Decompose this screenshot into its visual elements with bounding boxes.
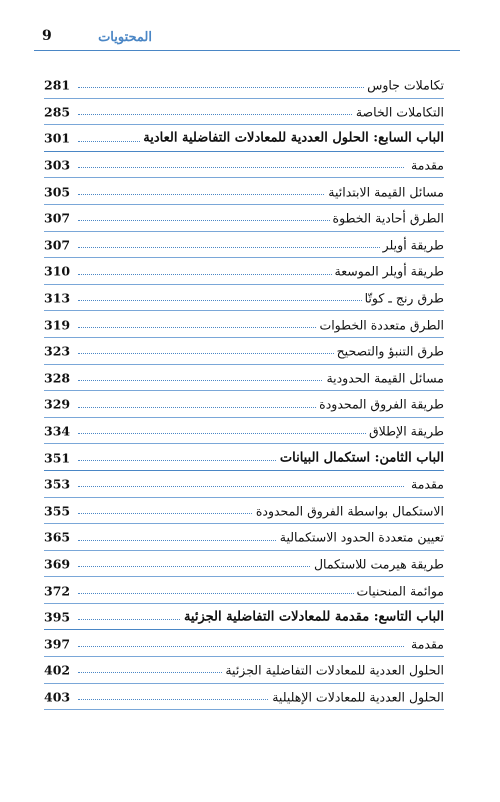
toc-entry-title: الحلول العددية للمعادلات التفاضلية الجزئية [222, 663, 444, 678]
toc-chapter-title: الباب الثامن: استكمال البيانات [277, 450, 444, 465]
page-number: 9 [42, 28, 52, 44]
toc-entry-row [44, 232, 444, 259]
dot-leader [78, 300, 404, 301]
toc-page-number: 365 [44, 530, 74, 545]
toc-entry-title: طرق التنبؤ والتصحيح [334, 344, 444, 359]
toc-entry-row [44, 684, 444, 711]
toc-entry-title: مقدمة [408, 158, 444, 173]
toc-entry-title: الطرق متعددة الخطوات [316, 317, 444, 332]
toc-page-number: 313 [44, 291, 74, 306]
toc-page-number: 281 [44, 78, 74, 93]
toc-page-number: 305 [44, 184, 74, 199]
toc-entry-row [44, 657, 444, 684]
toc-page-number: 310 [44, 264, 74, 279]
toc-entry-title: طرق رنج ـ كوتّا [362, 291, 444, 306]
toc-entry-row [44, 471, 444, 498]
toc-page-number: 369 [44, 556, 74, 571]
toc-entry-row [44, 498, 444, 525]
toc-page-number: 397 [44, 636, 74, 651]
toc-page-number: 323 [44, 344, 74, 359]
toc-entry-row [44, 285, 444, 312]
toc-entry-row [44, 391, 444, 418]
toc-page-number: 307 [44, 237, 74, 252]
toc-page-number: 355 [44, 503, 74, 518]
toc-entry-title: طريقة هيرمت للاستكمال [311, 556, 444, 571]
toc-chapter-title: الباب السابع: الحلول العددية للمعادلات التفاضلية العادية [140, 131, 444, 146]
toc-entry-row [44, 524, 444, 551]
toc-entry-row [44, 99, 444, 126]
toc-entry-row [44, 152, 444, 179]
toc-page-number: 328 [44, 370, 74, 385]
toc-page-number: 301 [44, 131, 74, 146]
toc-entry-row [44, 418, 444, 445]
toc-entry-row [44, 365, 444, 392]
row-divider [44, 709, 444, 710]
toc-entry-title: تكاملات جاوس [364, 78, 444, 93]
toc-entry-row [44, 205, 444, 232]
toc-page-number: 372 [44, 583, 74, 598]
toc-entry-title: طريقة أويلر [380, 237, 444, 252]
toc-entry-title: الطرق أحادية الخطوة [330, 211, 444, 226]
toc-page-number: 353 [44, 477, 74, 492]
toc-page-number: 319 [44, 317, 74, 332]
toc-chapter-row [44, 604, 444, 631]
toc-entry-row [44, 551, 444, 578]
table-of-contents [44, 72, 444, 710]
toc-entry-title: مقدمة [408, 636, 444, 651]
toc-page-number: 395 [44, 610, 74, 625]
toc-entry-title: طريقة الفروق المحدودة [316, 397, 444, 412]
toc-entry-title: الحلول العددية للمعادلات الإهليلية [269, 689, 444, 704]
toc-chapter-row [44, 125, 444, 152]
toc-entry-title: طريقة الإطلاق [366, 424, 444, 439]
toc-chapter-title: الباب التاسع: مقدمة للمعادلات التفاضلية الجزئية [181, 610, 444, 625]
toc-entry-row [44, 630, 444, 657]
dot-leader [78, 247, 404, 248]
running-title: المحتويات [98, 30, 152, 45]
toc-entry-row [44, 338, 444, 365]
toc-entry-title: موائمة المنحنيات [354, 583, 444, 598]
toc-entry-title: مسائل القيمة الحدودية [323, 370, 444, 385]
page-header [34, 26, 460, 48]
toc-entry-title: الاستكمال بواسطة الفروق المحدودة [253, 503, 444, 518]
toc-page-number: 303 [44, 158, 74, 173]
toc-page-number: 329 [44, 397, 74, 412]
dot-leader [78, 646, 404, 647]
toc-entry-title: طريقة أويلر الموسعة [332, 264, 445, 279]
toc-entry-title: مسائل القيمة الابتدائية [325, 184, 444, 199]
toc-entry-row [44, 311, 444, 338]
toc-page-number: 403 [44, 689, 74, 704]
toc-page-number: 334 [44, 424, 74, 439]
toc-page-number: 402 [44, 663, 74, 678]
header-rule [34, 50, 460, 51]
toc-entry-row [44, 72, 444, 99]
toc-chapter-row [44, 444, 444, 471]
toc-entry-row [44, 577, 444, 604]
dot-leader [78, 433, 404, 434]
dot-leader [78, 167, 404, 168]
toc-page-number: 285 [44, 104, 74, 119]
toc-entry-title: التكاملات الخاصة [353, 104, 444, 119]
toc-entry-row [44, 178, 444, 205]
dot-leader [78, 87, 404, 88]
dot-leader [78, 486, 404, 487]
toc-entry-title: تعيين متعددة الحدود الاستكمالية [277, 530, 444, 545]
toc-entry-title: مقدمة [408, 477, 444, 492]
toc-page-number: 307 [44, 211, 74, 226]
toc-entry-row [44, 258, 444, 285]
toc-page-number: 351 [44, 450, 74, 465]
